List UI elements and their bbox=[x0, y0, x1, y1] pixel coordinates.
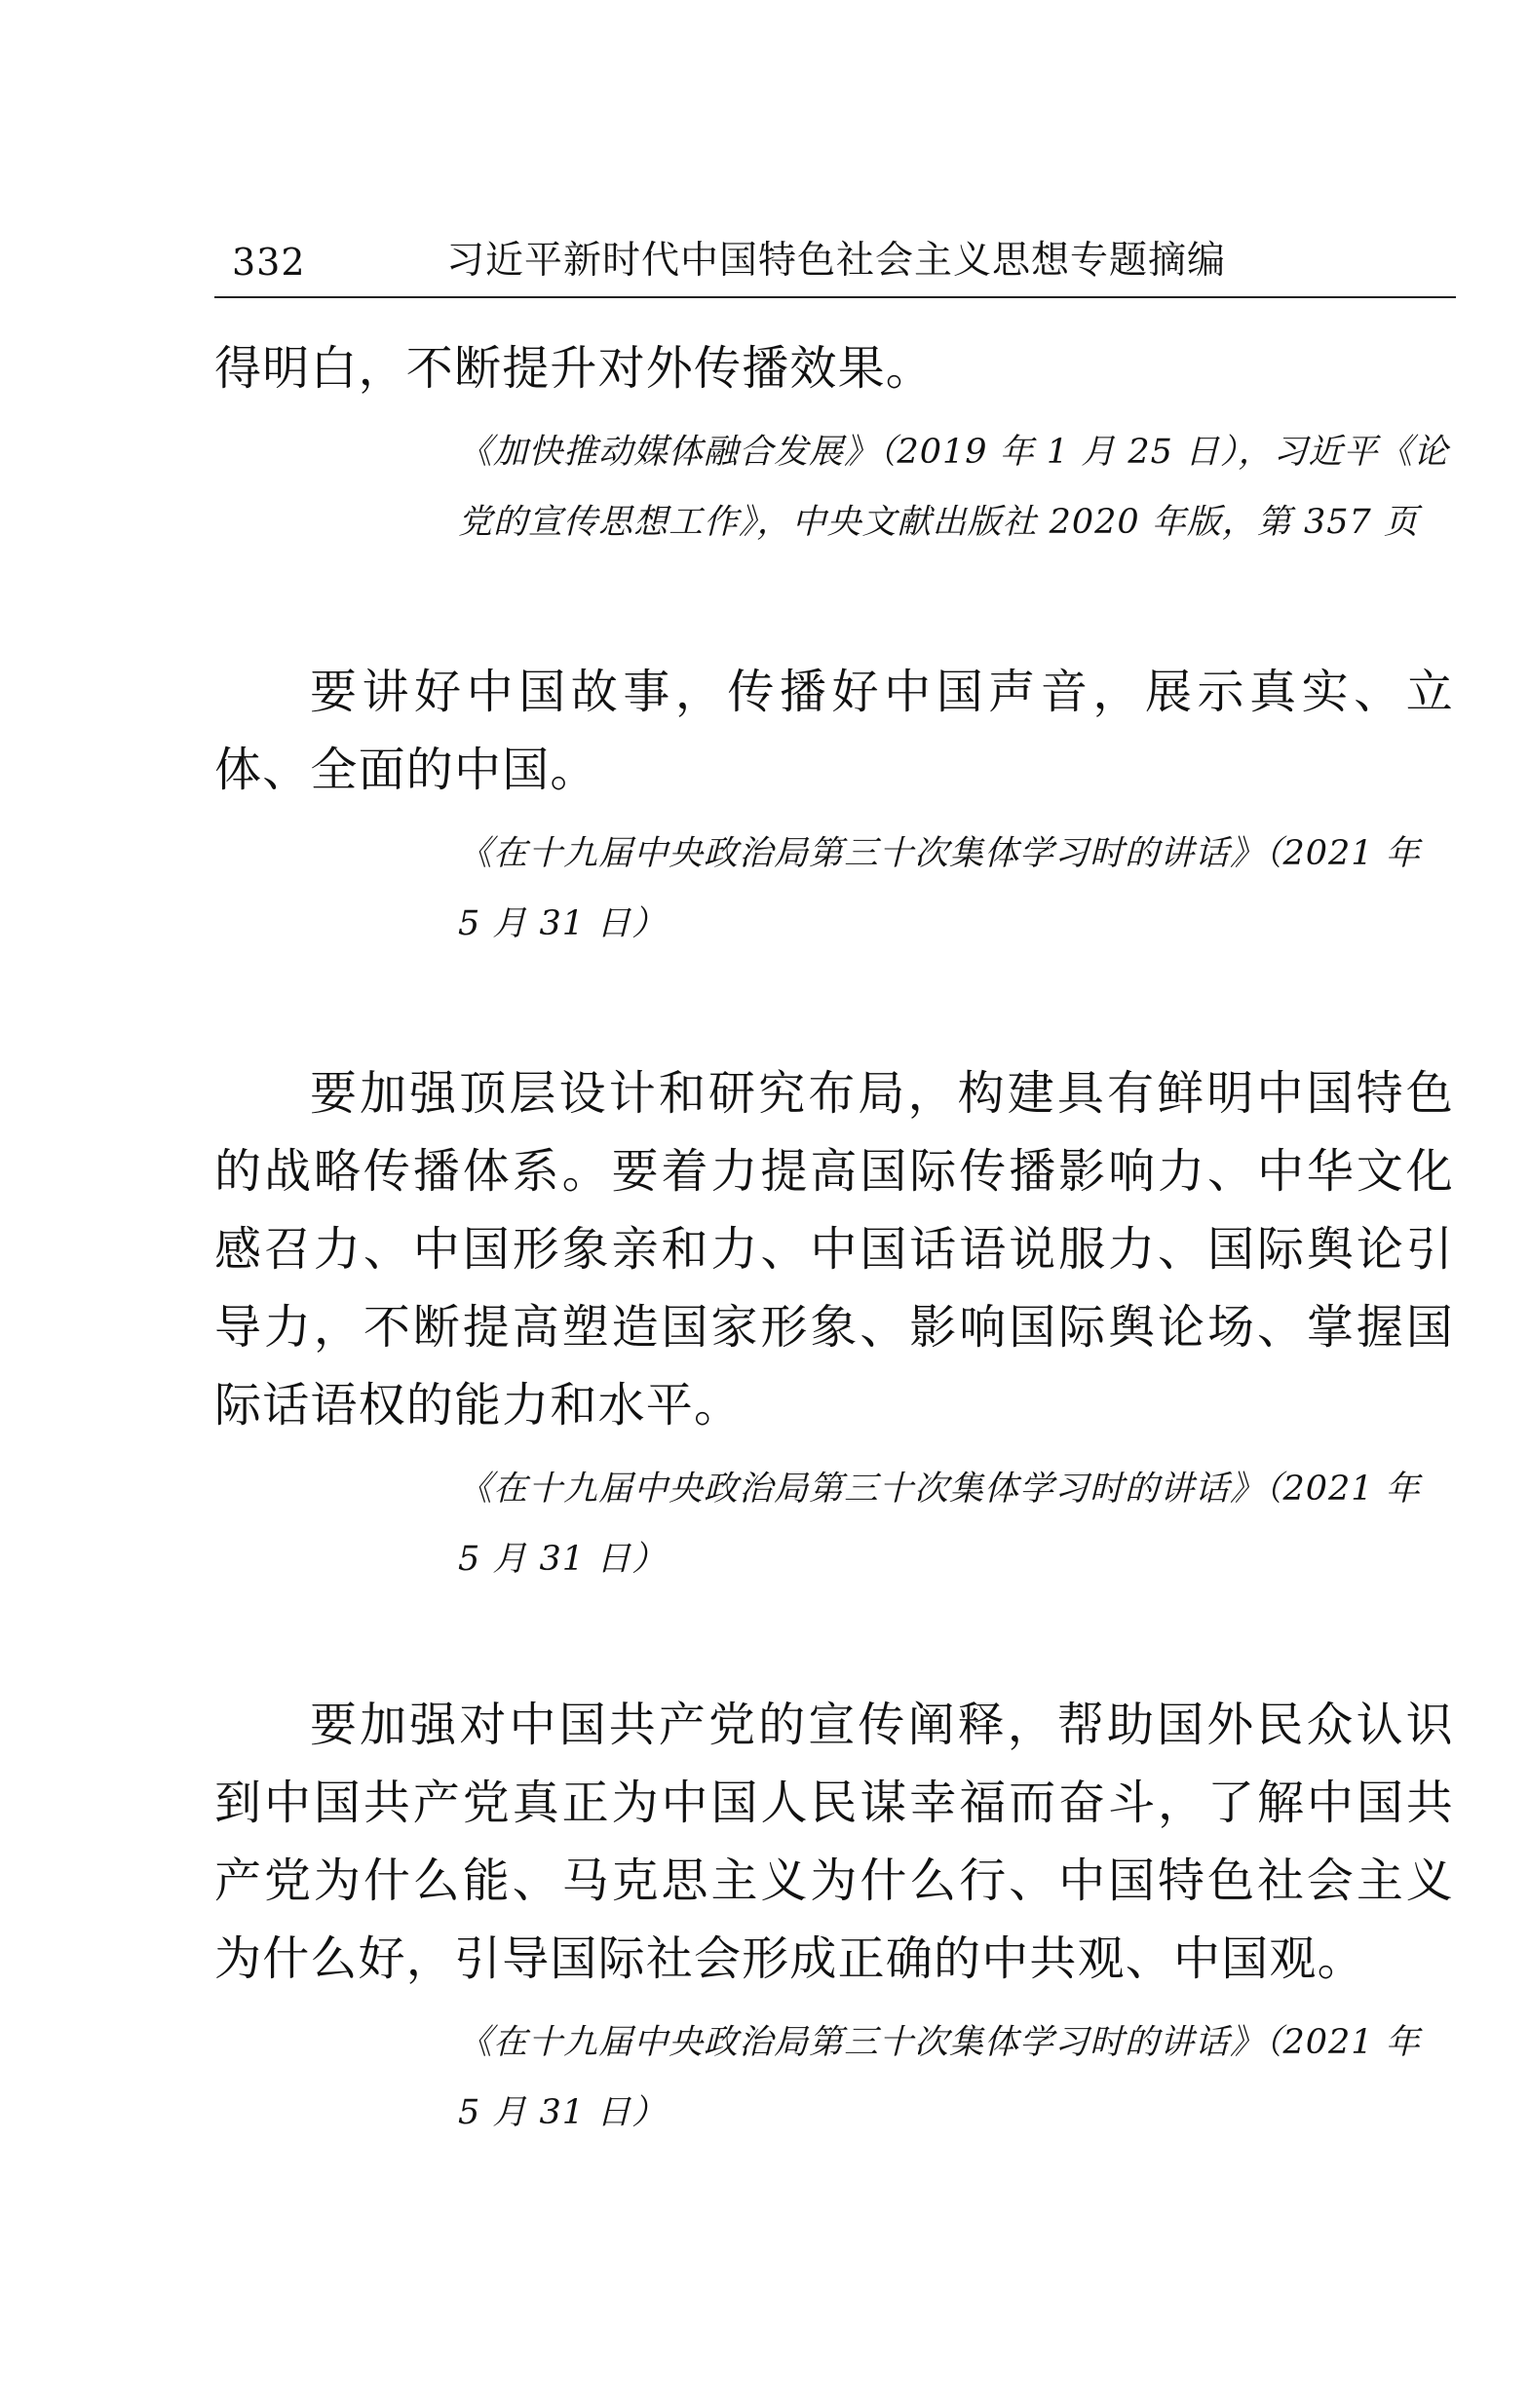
quote-paragraph-3: 要加强顶层设计和研究布局，构建具有鲜明中国特色的战略传播体系。要着力提高国际传播影响力、中华文化感召力、中国形象亲和力、中国话语说服力、国际舆论引导力，不断提高塑造国家形象、影响国际舆论场、掌握国际话语权的能力和水平。 bbox=[214, 1066, 1454, 1433]
page-body bbox=[214, 329, 1454, 2148]
spacer bbox=[214, 1594, 1454, 1686]
page-number: 332 bbox=[232, 241, 306, 284]
quote-source-1: 《加快推动媒体融合发展》（2019 年 1 月 25 日），习近平《论党的宣传思想工作》，中央文献出版社 2020 年版，第 357 页 bbox=[458, 433, 1449, 542]
quote-source-3: 《在十九届中央政治局第三十次集体学习时的讲话》（2021 年 5 月 31 日） bbox=[458, 1470, 1421, 1579]
running-title: 习近平新时代中国特色社会主义思想专题摘编 bbox=[446, 239, 1227, 283]
quote-paragraph-2: 要讲好中国故事，传播好中国声音，展示真实、立体、全面的中国。 bbox=[214, 665, 1454, 797]
spacer bbox=[214, 557, 1454, 653]
quote-source-2: 《在十九届中央政治局第三十次集体学习时的讲话》（2021 年 5 月 31 日） bbox=[458, 834, 1421, 943]
quote-source-4: 《在十九届中央政治局第三十次集体学习时的讲话》（2021 年 5 月 31 日） bbox=[458, 2023, 1421, 2132]
page-header bbox=[214, 222, 1454, 290]
header-rule bbox=[214, 296, 1456, 298]
spacer bbox=[214, 959, 1454, 1054]
quote-paragraph-1: 得明白，不断提升对外传播效果。 bbox=[214, 341, 935, 396]
quote-paragraph-4: 要加强对中国共产党的宣传阐释，帮助国外民众认识到中国共产党真正为中国人民谋幸福而奋斗，了解中国共产党为什么能、马克思主义为什么行、中国特色社会主义为什么好，引导国际社会形成正确的中共观、中国观。 bbox=[214, 1698, 1454, 1986]
